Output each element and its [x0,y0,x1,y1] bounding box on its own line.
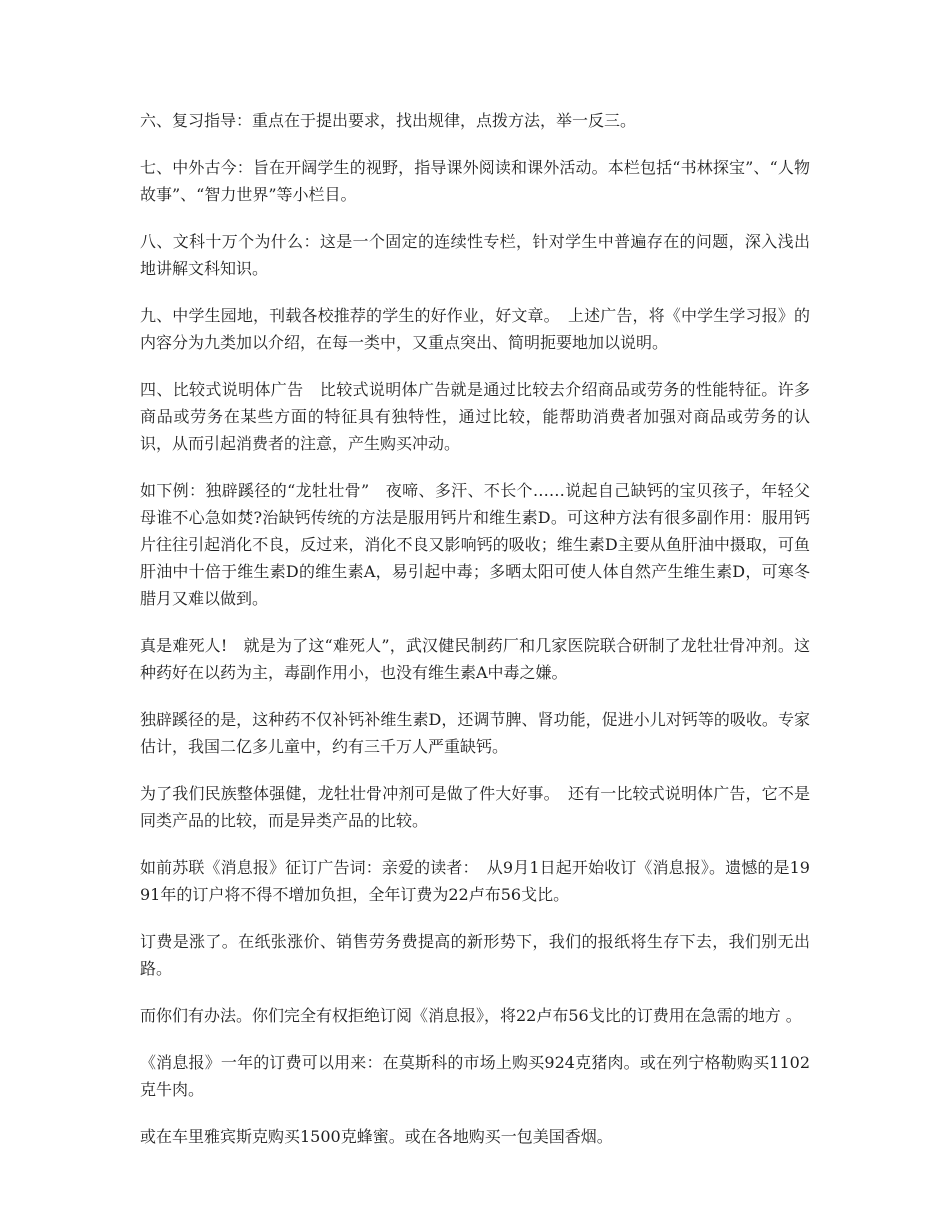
paragraph-national-health: 为了我们民族整体强健，龙牡壮骨冲剂可是做了件大好事。 还有一比较式说明体广告，它不是同类产品的比较，而是异类产品的比较。 [140,784,810,830]
paragraph-comparative-ad: 四、比较式说明体广告 比较式说明体广告就是通过比较去介绍商品或劳务的性能特征。许多商品或劳务在某些方面的特征具有独特性，通过比较，能帮助消费者加强对商品或劳务的认识，从而引起消费者的注意，产生购买冲动。 [140,380,810,453]
paragraph-hard-to-death: 真是难死人! 就是为了这“难死人”，武汉健民制药厂和几家医院联合研制了龙牡壮骨冲剂。这种药好在以药为主，毒副作用小，也没有维生素A中毒之嫌。 [140,636,810,682]
document-body [140,107,810,1170]
paragraph-review-guide: 六、复习指导：重点在于提出要求，找出规律，点拨方法，举一反三。 [140,111,637,130]
paragraph-your-options: 而你们有办法。你们完全有权拒绝订阅《消息报》，将22卢布56戈比的订费用在急需的地方 。 [140,1006,802,1025]
paragraph-honey-cigarettes: 或在车里雅宾斯克购买1500克蜂蜜。或在各地购买一包美国香烟。 [140,1127,613,1146]
paragraph-longmu-example: 如下例：独辟蹊径的“龙牡壮骨” 夜啼、多汗、不长个……说起自己缺钙的宝贝孩子，年轻父母谁不心急如焚?治缺钙传统的方法是服用钙片和维生素D。可这种方法有很多副作用：服用钙片往往引起消化不良，反过来，消化不良又影响钙的吸收；维生素D主要从鱼肝油中摄取，可鱼肝油中十倍于维生素D的维生素A，易引起中毒；多晒太阳可使人体自然产生维生素D，可寒冬腊月又难以做到。 [140,481,810,608]
paragraph-subscription-uses: 《消息报》一年的订费可以用来：在莫斯科的市场上购买924克猪肉。或在列宁格勒购买1102克牛肉。 [140,1053,810,1099]
paragraph-izvestia-ad: 如前苏联《消息报》征订广告词：亲爱的读者： 从9月1日起开始收订《消息报》。遗憾的是1991年的订户将不得不增加负担，全年订费为22卢布56戈比。 [140,858,810,904]
paragraph-student-garden: 九、中学生园地，刊载各校推荐的学生的好作业，好文章。 上述广告，将《中学生学习报》的内容分为九类加以介绍，在每一类中，又重点突出、简明扼要地加以说明。 [140,306,810,352]
paragraph-price-rise: 订费是涨了。在纸张涨价、销售劳务费提高的新形势下，我们的报纸将生存下去，我们别无出路。 [140,932,810,978]
paragraph-ancient-modern: 七、中外古今：旨在开阔学生的视野，指导课外阅读和课外活动。本栏包括“书林探宝”、“人物故事”、“智力世界”等小栏目。 [140,158,810,204]
paragraph-liberal-arts-why: 八、文科十万个为什么：这是一个固定的连续性专栏，针对学生中普遍存在的问题，深入浅出地讲解文科知识。 [140,232,810,278]
paragraph-unique-approach: 独辟蹊径的是，这种药不仅补钙补维生素D，还调节脾、肾功能，促进小儿对钙等的吸收。专家估计，我国二亿多儿童中，约有三千万人严重缺钙。 [140,710,810,756]
